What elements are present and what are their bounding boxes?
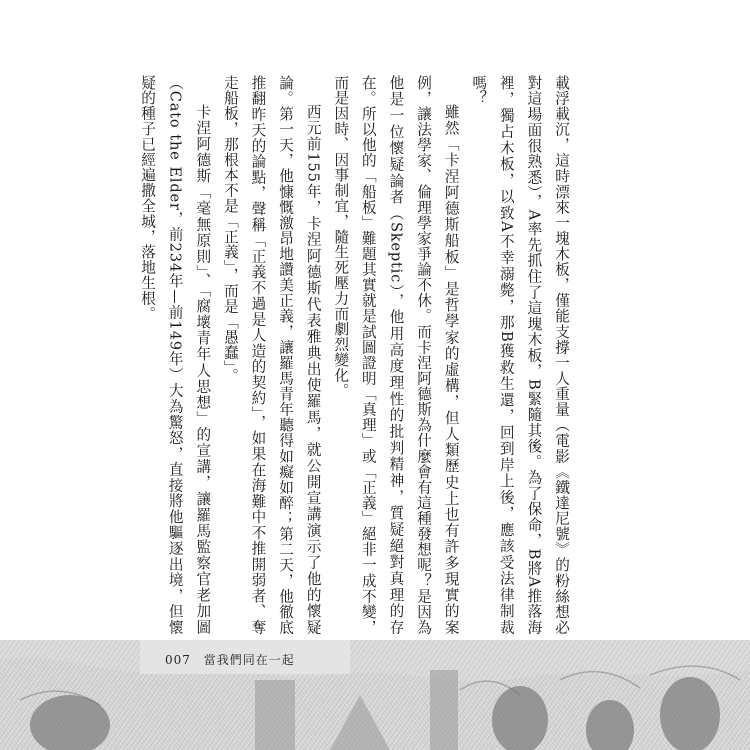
vertical-text-block xyxy=(134,75,576,635)
running-title: 當我們同在一起 xyxy=(203,653,295,667)
paragraph-2: 雖然「卡涅阿德斯船板」是哲學家的虛構，但人類歷史上也有許多現實的案例，讓法學家、倫理學家爭論不休。而卡涅阿德斯為什麼會有這種發想呢？是因為他是一位懷疑論者（Skeptic），他用高度理性的批判精神，質疑絕對真理的存在。所以他的「船板」難題其實就是試圖證明「真理」或「正義」絕非一成不變，而是因時、因事制宜，隨生死壓力而劇烈變化。 xyxy=(332,75,460,635)
page-number: 007 xyxy=(165,653,191,667)
engraving-image xyxy=(0,640,750,750)
engraving-illustration xyxy=(0,640,750,750)
page-footer xyxy=(165,651,295,668)
paragraph-1: 載浮載沉，這時漂來一塊木板，僅能支撐一人重量（電影《鐵達尼號》的粉絲想必對這場面很熟悉），A率先抓住了這塊木板，B緊隨其後。為了保命，B將A推落海裡，獨占木板，以致A不幸溺斃，那B獲救生還，回到岸上後，應該受法律制裁嗎？ xyxy=(470,75,570,635)
paragraph-4: 卡涅阿德斯「毫無原則」、「腐壞青年人思想」的宣講，讓羅馬監察官老加圖（Cato the Elder，前234年—前149年）大為驚怒，直接將他驅逐出境，但懷疑的種子已經遍撒全城，落地生根。 xyxy=(139,75,212,635)
paragraph-3: 西元前155年，卡涅阿德斯代表雅典出使羅馬，就公開宣講演示了他的懷疑論。第一天，他慷慨激昂地讚美正義，讓羅馬青年聽得如癡如醉；第二天，他徹底推翻昨天的論點，聲稱「正義不過是人造的契約」，如果在海難中不推開弱者、奪走船板，那根本不是「正義」，而是「愚蠢」。 xyxy=(221,75,322,635)
